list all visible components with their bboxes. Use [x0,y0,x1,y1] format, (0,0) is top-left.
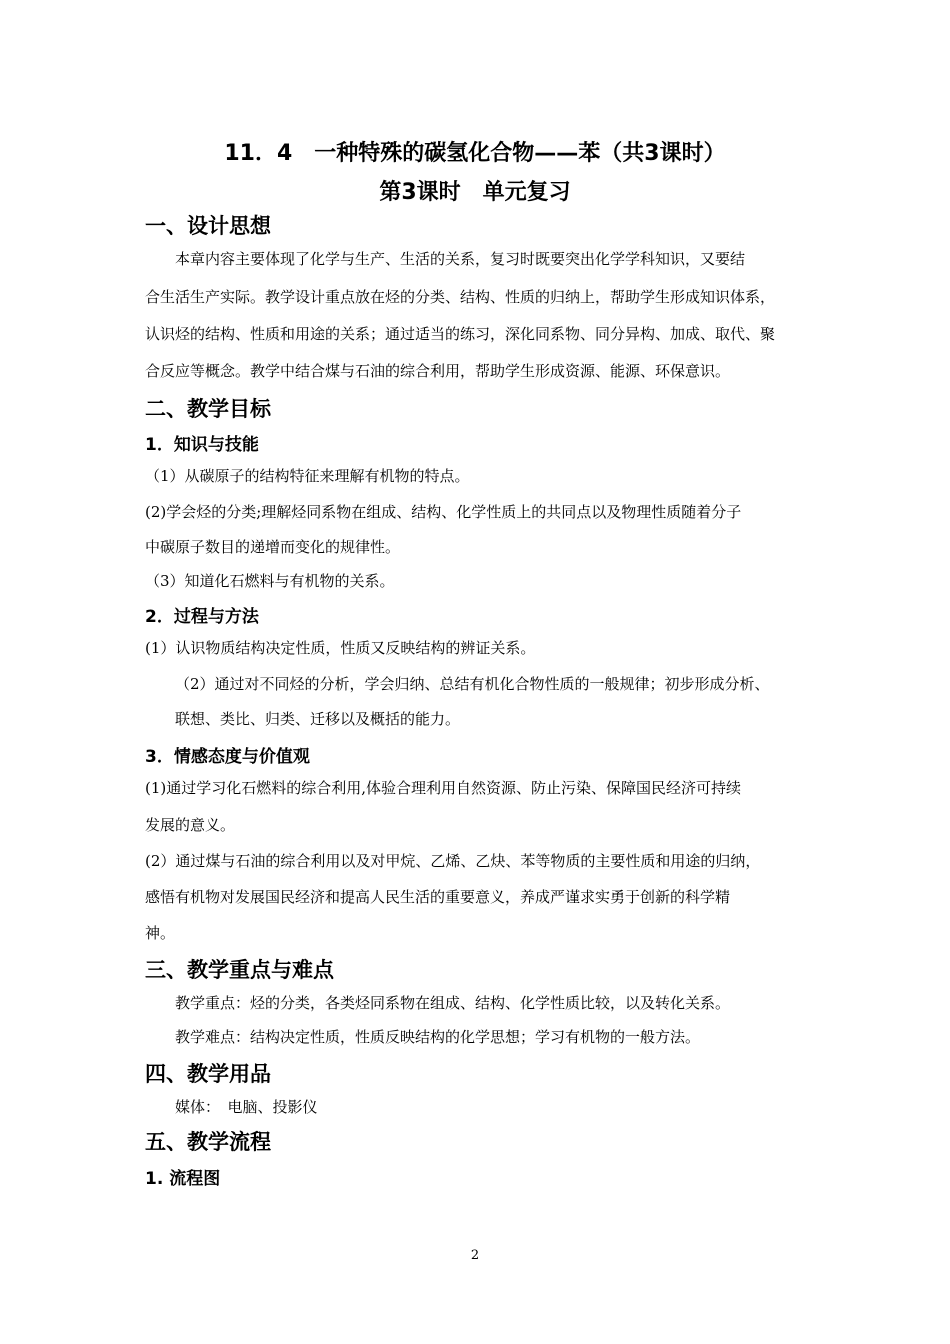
paragraph-line: 中碳原子数目的递增而变化的规律性。 [145,538,401,556]
paragraph-line: 联想、类比、归类、迁移以及概括的能力。 [175,710,461,728]
paragraph-line: （3）知道化石燃料与有机物的关系。 [145,572,395,590]
paragraph-line: （1）从碳原子的结构特征来理解有机物的特点。 [145,467,470,485]
paragraph-line: 认识烃的结构、性质和用途的关系；通过适当的练习，深化同系物、同分异构、加成、取代、聚 [145,325,776,343]
paragraph-line: 合反应等概念。教学中结合煤与石油的综合利用，帮助学生形成资源、能源、环保意识。 [145,362,731,380]
subsection-heading-process: 2．过程与方法 [145,607,259,627]
paragraph-line: （2）通过对不同烃的分析，学会归纳、总结有机化合物性质的一般规律；初步形成分析、 [175,675,770,693]
section-heading-flow: 五、教学流程 [145,1130,271,1154]
paragraph-line: (1)通过学习化石燃料的综合利用,体验合理利用自然资源、防止污染、保障国民经济可持续 [145,779,742,797]
paragraph-line: (2）通过煤与石油的综合利用以及对甲烷、乙烯、乙炔、苯等物质的主要性质和用途的归纳， [145,852,761,870]
document-title: 11．4 一种特殊的碳氢化合物——苯（共3课时） [224,141,726,166]
section-heading-design: 一、设计思想 [145,214,271,238]
paragraph-line: 媒体： 电脑、投影仪 [175,1098,318,1116]
paragraph-line: 发展的意义。 [145,816,236,834]
paragraph-line: 教学重点：烃的分类，各类烃同系物在组成、结构、化学性质比较，以及转化关系。 [175,994,731,1012]
paragraph-line: 合生活生产实际。教学设计重点放在烃的分类、结构、性质的归纳上，帮助学生形成知识体系， [145,288,776,306]
subsection-heading-attitude: 3．情感态度与价值观 [145,747,310,767]
lesson-subtitle: 第3课时 单元复习 [379,180,571,205]
section-heading-goals: 二、教学目标 [145,397,271,421]
section-heading-materials: 四、教学用品 [145,1062,271,1086]
subsection-heading-knowledge: 1．知识与技能 [145,435,259,455]
page-number: 2 [470,1248,480,1263]
paragraph-line: 教学难点：结构决定性质，性质反映结构的化学思想；学习有机物的一般方法。 [175,1028,701,1046]
paragraph-line: 本章内容主要体现了化学与生产、生活的关系，复习时既要突出化学学科知识，又要结 [175,250,746,268]
paragraph-line: (1）认识物质结构决定性质，性质又反映结构的辨证关系。 [145,639,536,657]
paragraph-line: 神。 [145,924,176,942]
section-heading-focus: 三、教学重点与难点 [145,958,334,982]
paragraph-line: (2)学会烃的分类;理解烃同系物在组成、结构、化学性质上的共同点以及物理性质随着分子 [145,503,742,521]
paragraph-line: 感悟有机物对发展国民经济和提高人民生活的重要意义，养成严谨求实勇于创新的科学精 [145,888,731,906]
subsection-heading-flowchart: 1. 流程图 [145,1169,221,1189]
